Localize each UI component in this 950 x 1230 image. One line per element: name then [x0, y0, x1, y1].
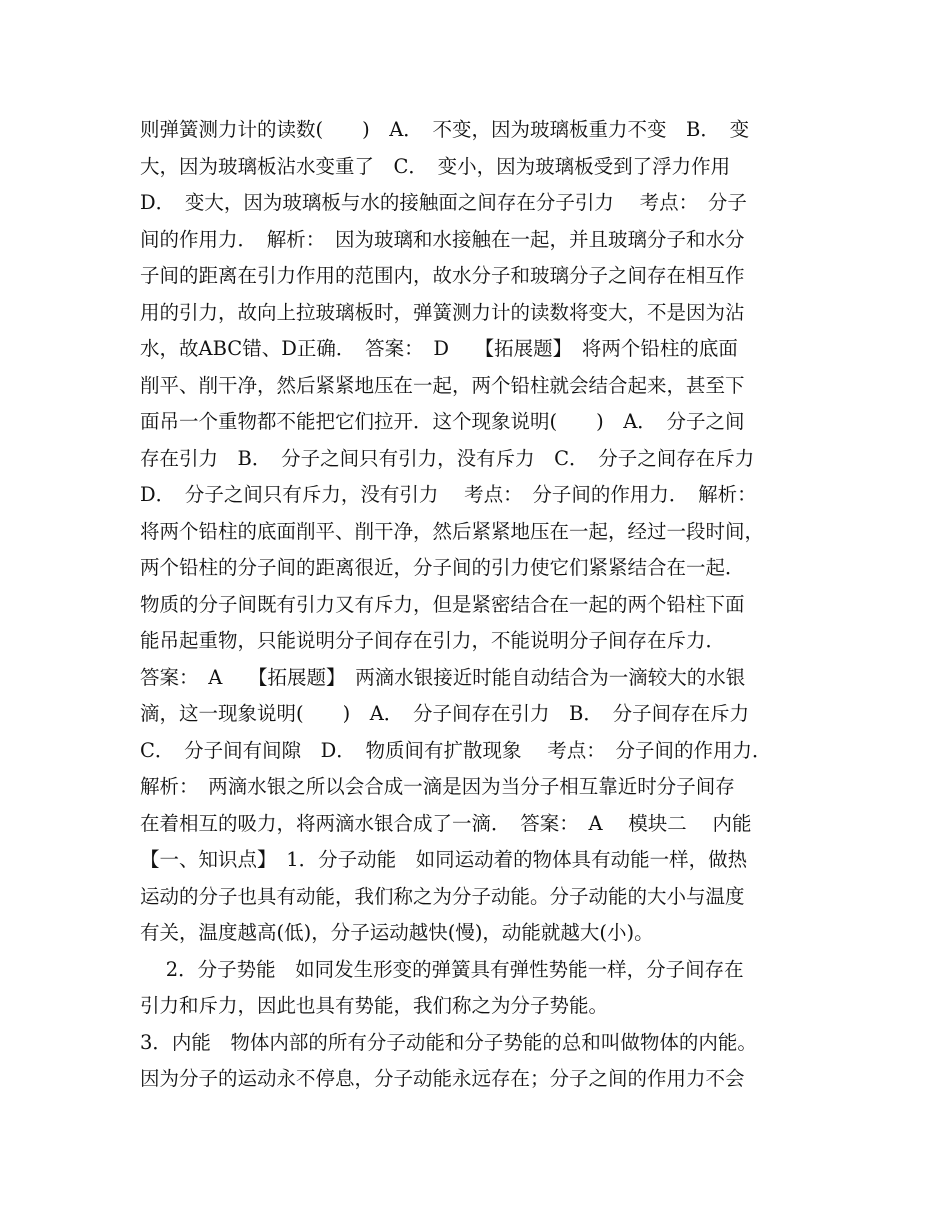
text-line: 削平、削干净，然后紧紧地压在一起，两个铅柱就会结合起来，甚至下	[140, 373, 745, 397]
text-line: 运动的分子也具有动能，我们称之为分子动能。分子动能的大小与温度	[140, 884, 745, 908]
text-line: 面吊一个重物都不能把它们拉开．这个现象说明( ) A． 分子之间	[140, 410, 745, 433]
text-line: 间的作用力． 解析： 因为玻璃和水接触在一起，并且玻璃分子和水分	[140, 227, 745, 251]
text-line: 大，因为玻璃板沾水变重了 C． 变小，因为玻璃板受到了浮力作用	[140, 154, 731, 178]
document-body	[140, 112, 830, 1098]
text-line: 物质的分子间既有引力又有斥力，但是紧密结合在一起的两个铅柱下面	[140, 592, 745, 616]
text-line: 解析： 两滴水银之所以会合成一滴是因为当分子相互靠近时分子间存	[140, 775, 735, 798]
text-line: 两个铅柱的分子间的距离很近，分子间的引力使它们紧紧结合在一起．	[140, 556, 745, 579]
text-line: 子间的距离在引力作用的范围内，故水分子和玻璃分子之间存在相互作	[140, 264, 745, 287]
text-line: 2．分子势能 如同发生形变的弹簧具有弹性势能一样，分子间存在	[140, 957, 744, 981]
text-line: 引力和斥力，因此也具有势能，我们称之为分子势能。	[140, 994, 609, 1017]
text-line: 则弹簧测力计的读数( ) A． 不变，因为玻璃板重力不变 B． 变	[140, 118, 750, 141]
text-line: D． 分子之间只有斥力，没有引力 考点： 分子间的作用力． 解析：	[140, 483, 757, 506]
text-line: 滴，这一现象说明( ) A． 分子间存在引力 B． 分子间存在斥力	[140, 702, 750, 725]
text-line: 能吊起重物，只能说明分子间存在引力，不能说明分子间存在斥力．	[140, 629, 726, 652]
text-line: 存在引力 B． 分子之间只有引力，没有斥力 C． 分子之间存在斥力	[140, 446, 755, 470]
text-line: 将两个铅柱的底面削平、削干净，然后紧紧地压在一起，经过一段时间，	[140, 519, 765, 543]
text-line: D． 变大，因为玻璃板与水的接触面之间存在分子引力 考点： 分子	[140, 191, 747, 214]
text-line: 在着相互的吸力，将两滴水银合成了一滴． 答案： A 模块二 内能	[140, 811, 752, 835]
text-line: 用的引力，故向上拉玻璃板时，弹簧测力计的读数将变大，不是因为沾	[140, 300, 745, 324]
text-line: 因为分子的运动永不停息，分子动能永远存在；分子之间的作用力不会	[140, 1067, 745, 1090]
text-line: 3．内能 物体内部的所有分子动能和分子势能的总和叫做物体的内能。	[140, 1030, 757, 1054]
text-line: 有关，温度越高(低)，分子运动越快(慢)，动能就越大(小)。	[140, 921, 654, 944]
text-line: 【一、知识点】 1．分子动能 如同运动着的物体具有动能一样，做热	[140, 848, 748, 871]
text-line: C． 分子间有间隙 D． 物质间有扩散现象 考点： 分子间的作用力．	[140, 738, 772, 762]
text-line: 水，故ABC错、D正确． 答案： D 【拓展题】 将两个铅柱的底面	[140, 337, 738, 360]
text-line: 答案： A 【拓展题】 两滴水银接近时能自动结合为一滴较大的水银	[140, 665, 746, 689]
